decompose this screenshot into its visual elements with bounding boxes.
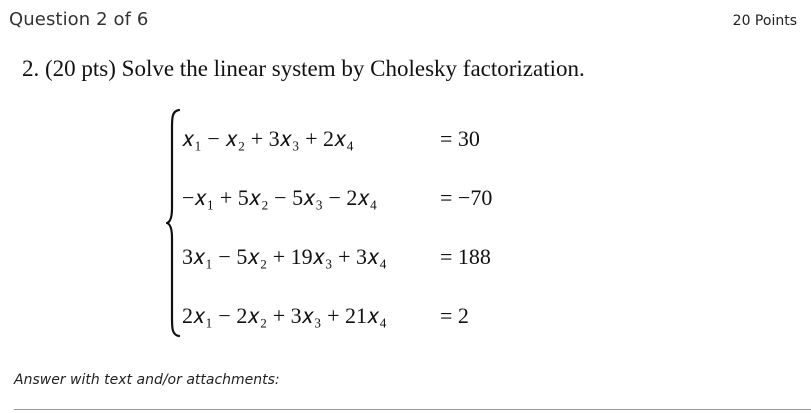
equation-rhs: = 2	[440, 303, 469, 328]
equation-rhs: = −70	[440, 185, 493, 210]
equation-lhs: 3𝑥₁ − 5𝑥₂ + 19𝑥₃ + 3𝑥₄	[182, 244, 387, 269]
answer-input-divider[interactable]	[14, 409, 811, 410]
points-badge: 20 Points	[732, 13, 797, 29]
answer-label: Answer with text and/or attachments:	[14, 372, 280, 388]
question-counter: Question 2 of 6	[9, 9, 149, 30]
equation-rhs: = 30	[440, 126, 480, 151]
equation-lhs: −𝑥₁ + 5𝑥₂ − 5𝑥₃ − 2𝑥₄	[182, 185, 378, 210]
equation-lhs: 𝑥₁ − 𝑥₂ + 3𝑥₃ + 2𝑥₄	[182, 126, 354, 151]
question-prompt: 2. (20 pts) Solve the linear system by Cholesky factorization.	[22, 56, 585, 81]
equation-lhs: 2𝑥₁ − 2𝑥₂ + 3𝑥₃ + 21𝑥₄	[182, 303, 387, 328]
linear-system	[166, 108, 586, 338]
equation-rhs: = 188	[440, 244, 491, 269]
left-brace-icon	[166, 108, 180, 338]
